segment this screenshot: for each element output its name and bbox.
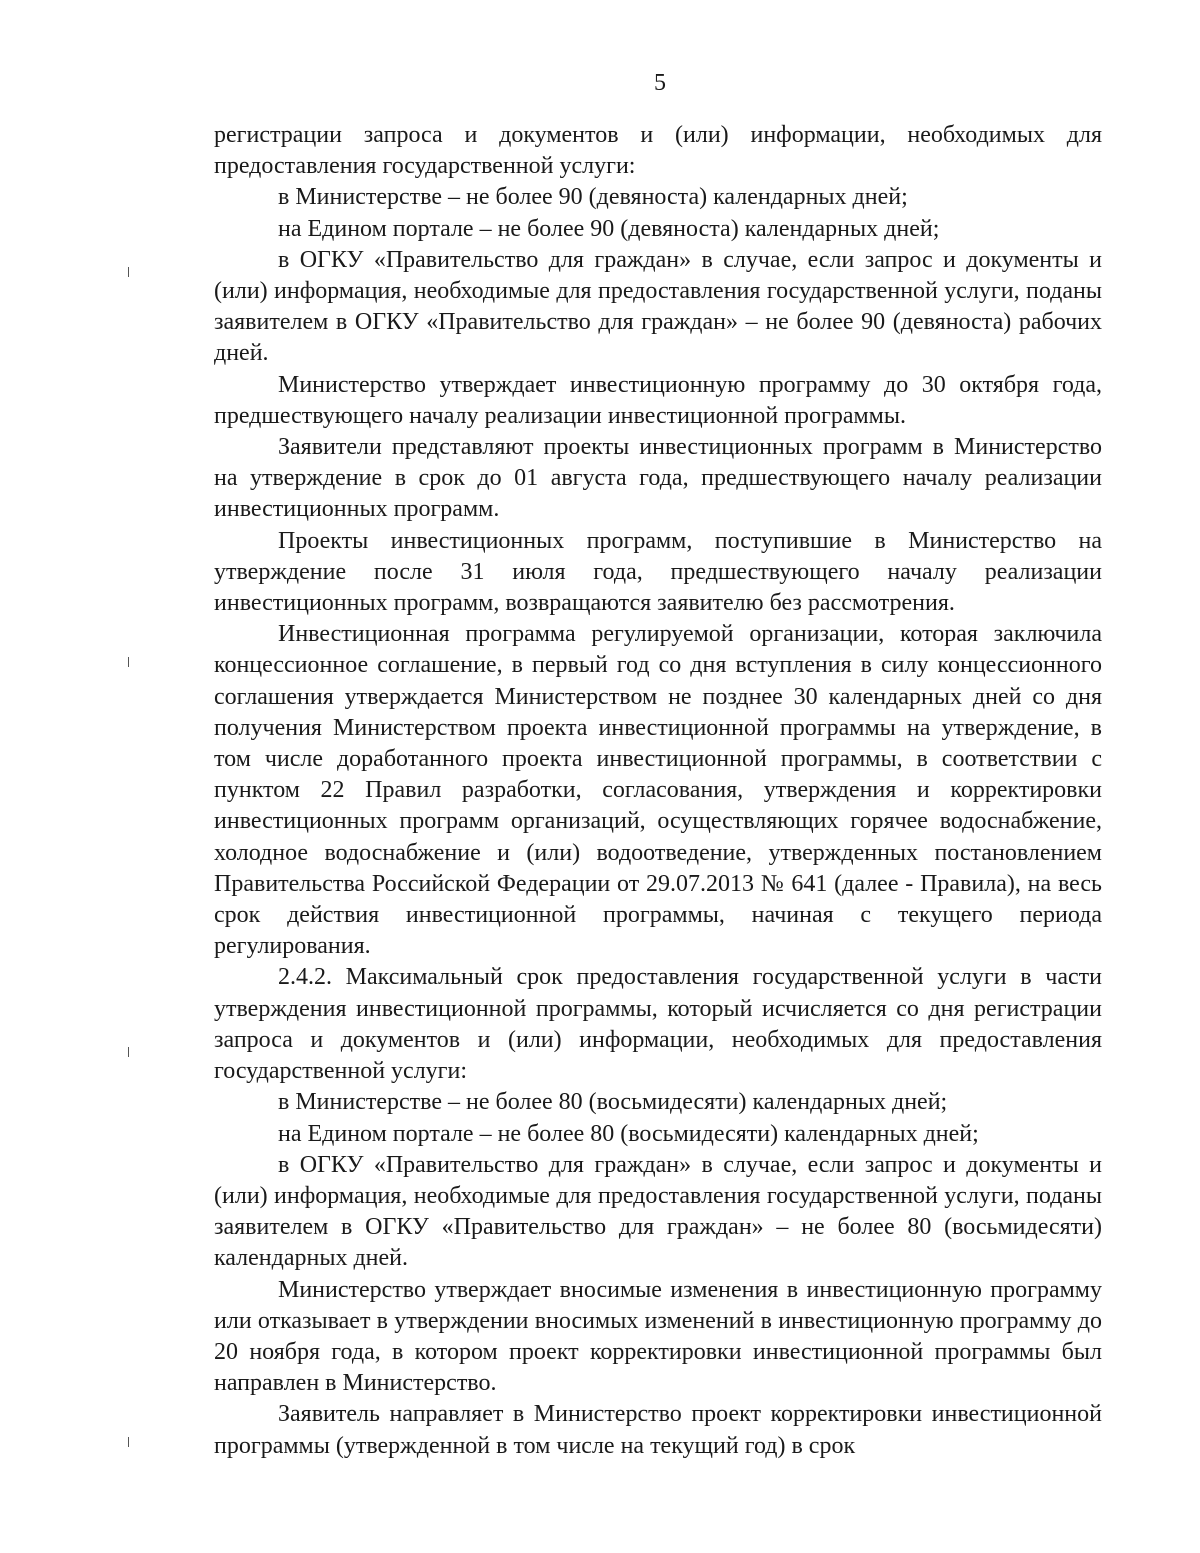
margin-mark: [128, 1047, 129, 1057]
paragraph: в Министерстве – не более 80 (восьмидесяти) календарных дней;: [278, 1089, 948, 1116]
paragraph: Министерство утверждает вносимые изменения в инвестиционную программу или отказывает в утверждении вносимых изменений в инвестиционную программу до 20 ноября года, в котором проект корректировки инвестиционной программы был направлен в Министерство.: [214, 1276, 1102, 1397]
paragraph: Заявитель направляет в Министерство проект корректировки инвестиционной программы (утвержденной в том числе на текущий год) в срок: [214, 1401, 1102, 1459]
paragraph: на Едином портале – не более 90 (девяноста) календарных дней;: [278, 215, 940, 242]
margin-mark: [128, 657, 129, 667]
paragraph: регистрации запроса и документов и (или) информации, необходимых для предоставления государственной услуги:: [214, 122, 1102, 180]
paragraph: в Министерстве – не более 90 (девяноста) календарных дней;: [278, 184, 908, 211]
paragraph: на Едином портале – не более 80 (восьмидесяти) календарных дней;: [278, 1120, 979, 1147]
paragraph: в ОГКУ «Правительство для граждан» в случае, если запрос и документы и (или) информация, необходимые для предоставления государственной услуги, поданы заявителем в ОГКУ «Правительство для граждан» – не более 80 (восьмидесяти) календарных дней.: [214, 1151, 1102, 1272]
paragraph: в ОГКУ «Правительство для граждан» в случае, если запрос и документы и (или) информация, необходимые для предоставления государственной услуги, поданы заявителем в ОГКУ «Правительство для граждан» – не более 90 (девяноста) рабочих дней.: [214, 246, 1102, 367]
document-body: [214, 120, 1102, 1462]
margin-mark: [128, 1437, 129, 1447]
paragraph: 2.4.2. Максимальный срок предоставления государственной услуги в части утверждения инвестиционной программы, который исчисляется со дня регистрации запроса и документов и (или) информации, необходимых для предоставления государственной услуги:: [214, 964, 1102, 1085]
paragraph: Заявители представляют проекты инвестиционных программ в Министерство на утверждение в срок до 01 августа года, предшествующего началу реализации инвестиционных программ.: [214, 434, 1102, 523]
page-number: 5: [654, 70, 666, 96]
paragraph: Проекты инвестиционных программ, поступившие в Министерство на утверждение после 31 июля года, предшествующего началу реализации инвестиционных программ, возвращаются заявителю без рассмотрения.: [214, 527, 1102, 617]
margin-mark: [128, 267, 129, 277]
paragraph: Министерство утверждает инвестиционную программу до 30 октября года, предшествующего началу реализации инвестиционной программы.: [214, 371, 1102, 429]
paragraph: Инвестиционная программа регулируемой организации, которая заключила концессионное соглашение, в первый год со дня вступления в силу концессионного соглашения утверждается Министерством не позднее 30 календарных дней со дня получения Министерством проекта инвестиционной программы на утверждение, в том числе доработанного проекта инвестиционной программы, в соответствии с пунктом 22 Правил разработки, согласования, утверждения и корректировки инвестиционных программ организаций, осуществляющих горячее водоснабжение, холодное водоснабжение и (или) водоотведение, утвержденных постановлением Правительства Российской Федерации от 29.07.2013 № 641 (далее - Правила), на весь срок действия инвестиционной программы, начиная с текущего периода регулирования.: [214, 621, 1102, 960]
